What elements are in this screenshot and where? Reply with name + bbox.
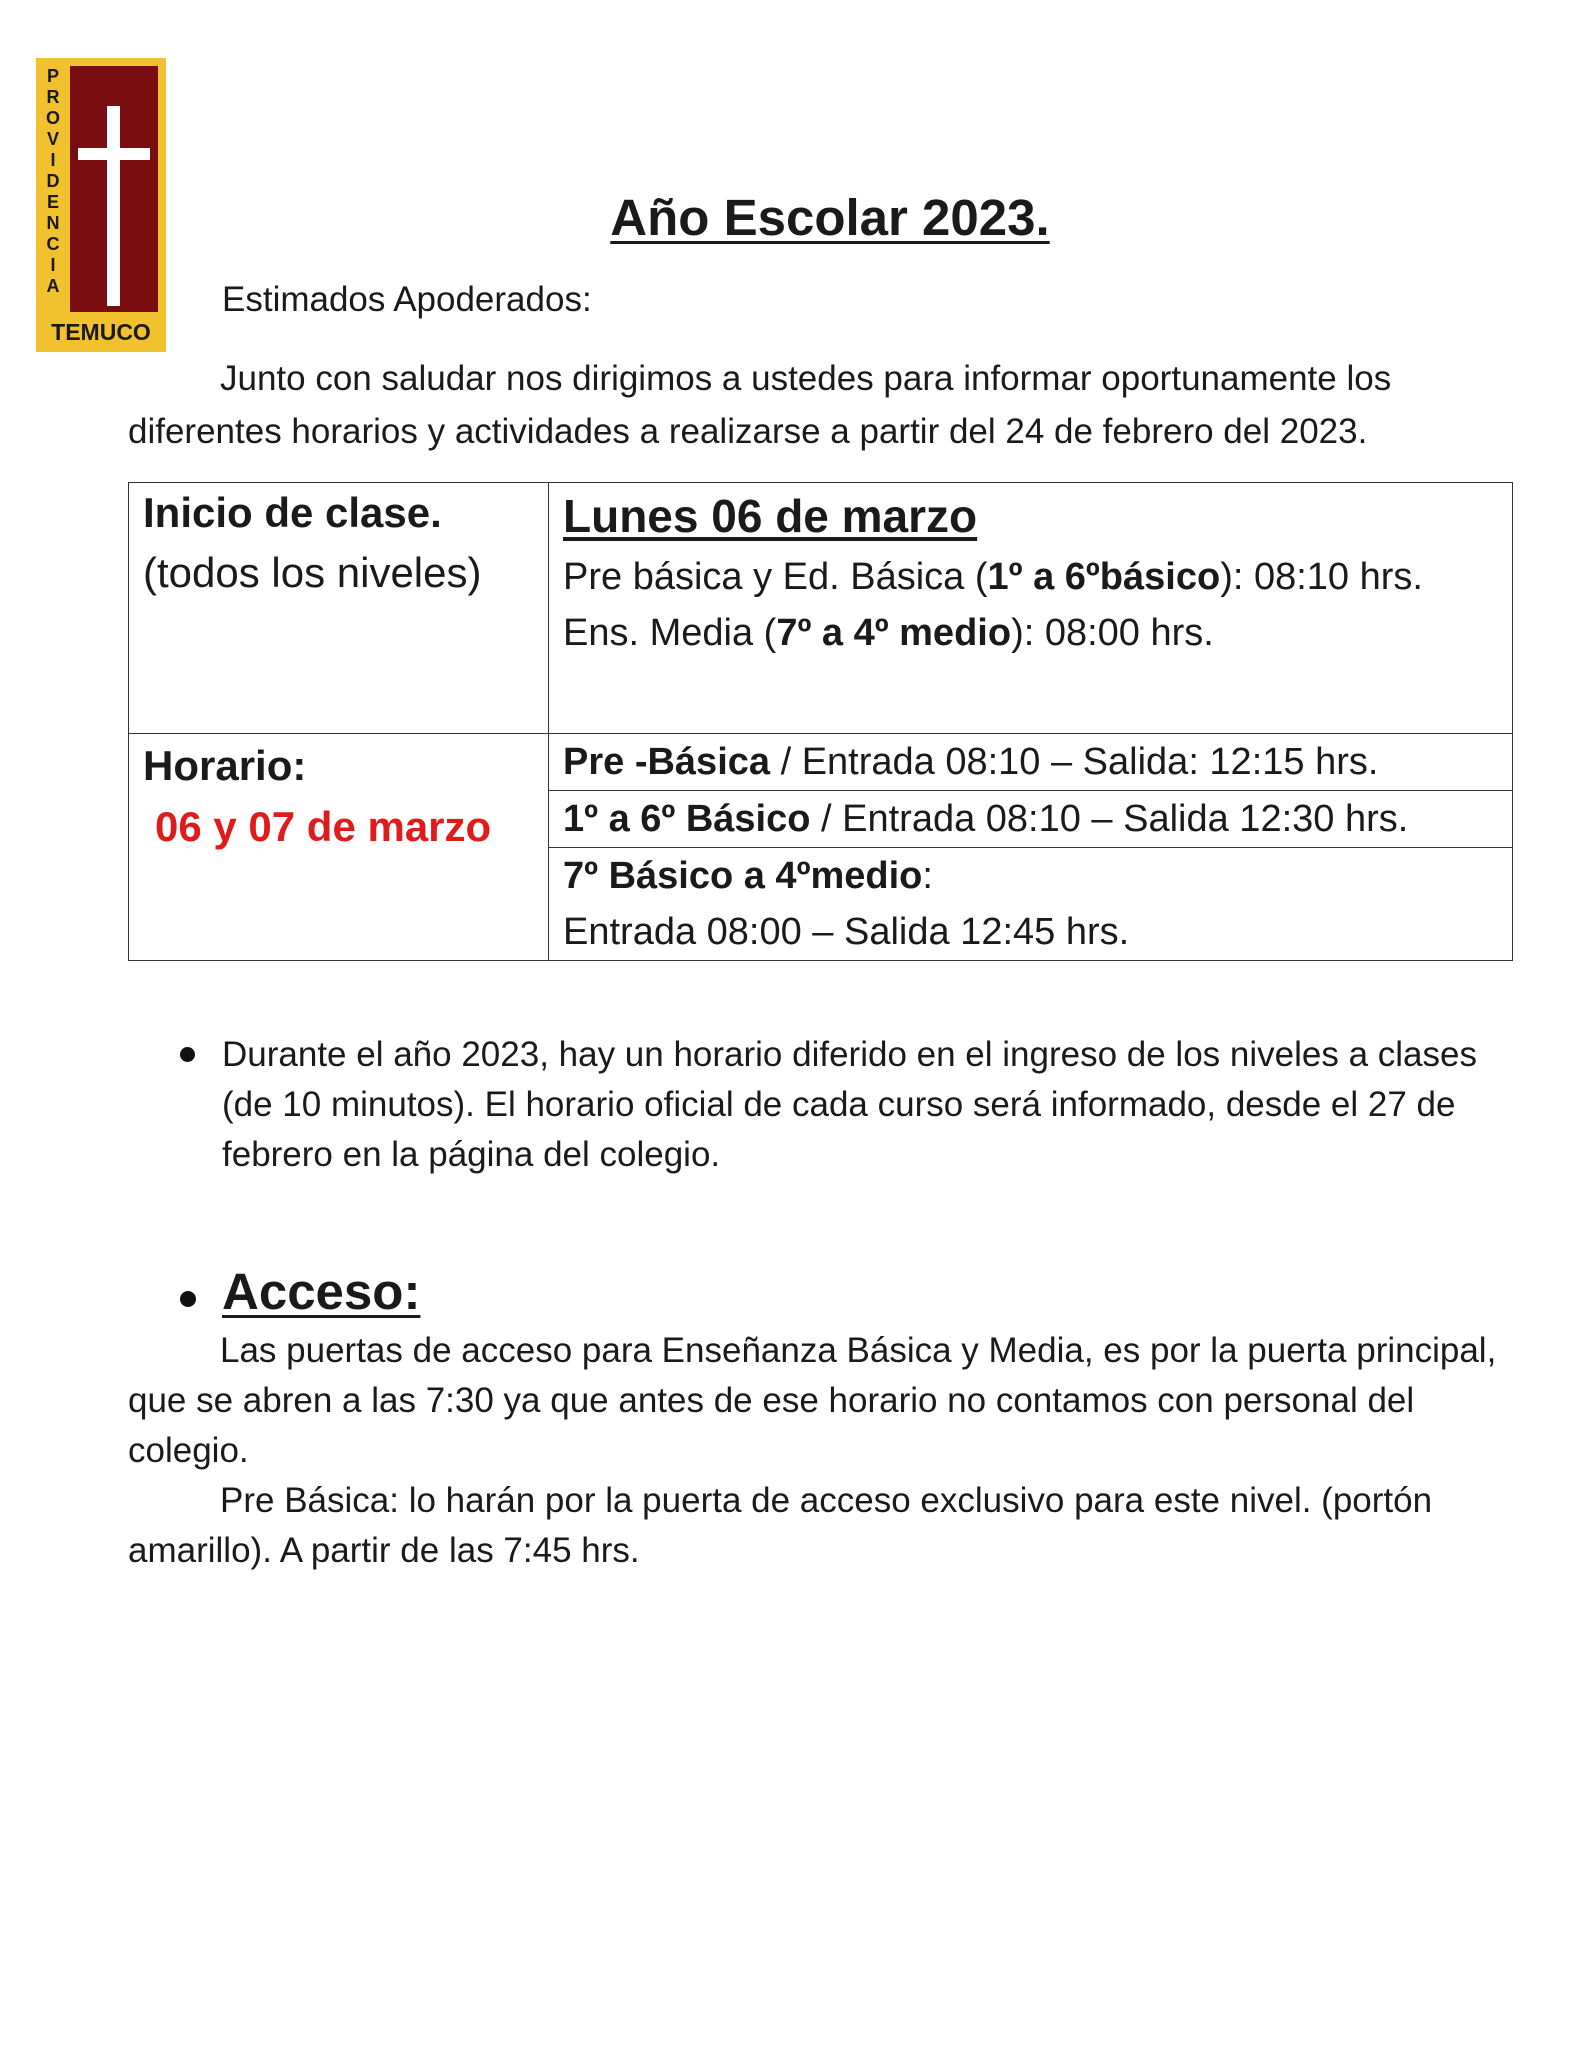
schedule-dates: 06 y 07 de marzo	[155, 803, 492, 850]
start-line-basica: Pre básica y Ed. Básica (1º a 6ºbásico): 08:10 hrs.	[563, 556, 1423, 598]
class-start-detail-cell	[549, 483, 1513, 734]
svg-text:PROVIDENCIA: P R O V I D E N C I A	[45, 66, 61, 296]
table-row	[129, 483, 1513, 734]
class-start-sub: (todos los niveles)	[143, 549, 482, 596]
start-date: Lunes 06 de marzo	[563, 490, 978, 542]
schedule-entry-prebasica: Pre -Básica / Entrada 08:10 – Salida: 12:15 hrs.	[549, 734, 1513, 791]
schedule-label-cell	[129, 734, 549, 961]
notes-list	[128, 1030, 1528, 1180]
page-title: Año Escolar 2023.	[610, 189, 1050, 246]
bullet-icon	[180, 1291, 196, 1307]
class-start-heading: Inicio de clase.	[143, 489, 442, 536]
intro-text: Junto con saludar nos dirigimos a ustedes para informar oportunamente los diferentes horarios y actividades a realizarse a partir del 24 de febrero del 2023.	[128, 359, 1392, 451]
access-paragraph-prebasica: Pre Básica: lo harán por la puerta de acceso exclusivo para este nivel. (portón amarillo). A partir de las 7:45 hrs.	[128, 1481, 1433, 1570]
schedule-table	[128, 482, 1513, 961]
list-item: Durante el año 2023, hay un horario diferido en el ingreso de los niveles a clases (de 10 minutos). El horario oficial de cada curso será informado, desde el 27 de febrero en la página del colegio.	[128, 1030, 1528, 1180]
table-row	[129, 734, 1513, 791]
intro-paragraph	[128, 352, 1528, 458]
svg-text:TEMUCO: TEMUCO	[51, 319, 151, 345]
schedule-entry-basica: 1º a 6º Básico / Entrada 08:10 – Salida 12:30 hrs.	[549, 791, 1513, 848]
schedule-entry-media: 7º Básico a 4ºmedio: Entrada 08:00 – Salida 12:45 hrs.	[549, 848, 1513, 961]
start-line-media: Ens. Media (7º a 4º medio): 08:00 hrs.	[563, 612, 1214, 654]
greeting: Estimados Apoderados:	[222, 280, 592, 319]
schedule-heading: Horario:	[143, 742, 307, 789]
class-start-cell	[129, 483, 549, 734]
bullet-icon	[180, 1047, 195, 1062]
access-paragraph-main: Las puertas de acceso para Enseñanza Básica y Media, es por la puerta principal, que se abren a las 7:30 ya que antes de ese horario no contamos con personal del colegio.	[128, 1331, 1497, 1470]
